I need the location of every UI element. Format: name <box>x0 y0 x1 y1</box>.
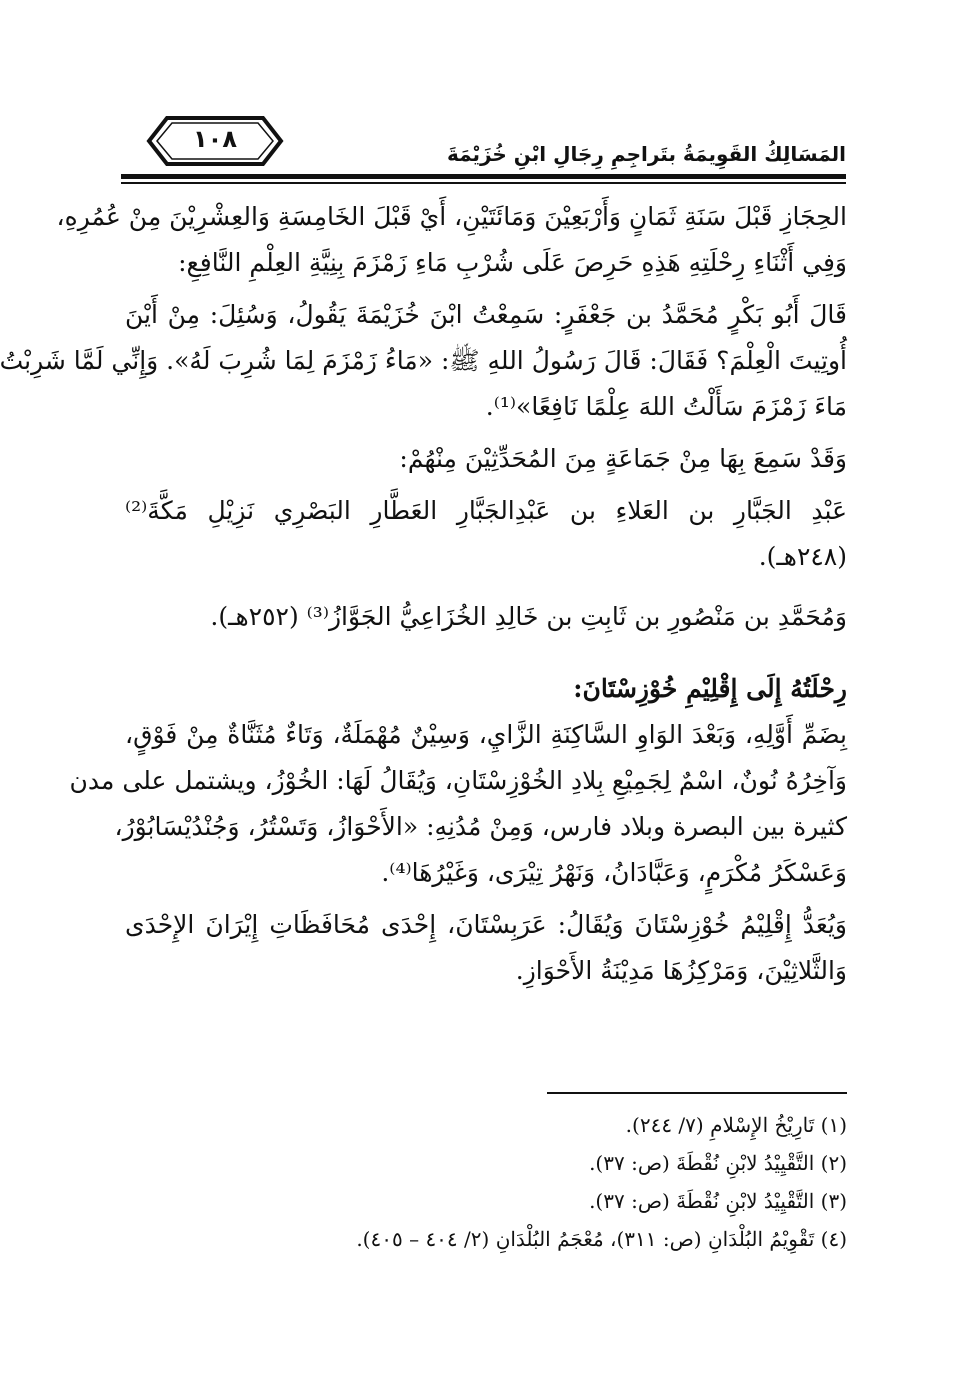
footnotes <box>125 1106 847 1258</box>
text-line: أُوتِيتَ الْعِلْمَ؟ فَقَالَ: قَالَ رَسُولُ اللهِ ﷺ: «مَاءُ زَمْزَمَ لِمَا شُرِبَ لَهُ». وَإِنِّي لَمَّا شَرِبْتُ <box>0 346 847 375</box>
text-line: وَالثَّلاثِيْنَ، وَمَرْكِزُهَا مَدِيْنَةُ الأَحْوَازِ. <box>515 956 847 985</box>
page-number-badge <box>145 112 285 170</box>
footnote-item: (٢) التَّقْيِيْدُ لابْنِ نُقْطَةَ (ص: ٣٧). <box>589 1151 847 1175</box>
main-text <box>0 194 847 994</box>
header-rule-thick <box>121 174 846 179</box>
text-line: الحِجَازِ قَبْلَ سَنَةِ ثَمَانٍ وَأَرْبَعِيْنَ وَمَائَتَيْنِ، أَيْ قَبْلَ الخَامِسَةِ وَالعِشْرِيْنَ مِنْ عُمُرِهِ، <box>56 202 847 231</box>
text-line: وَقَدْ سَمِعَ بِهَا مِنْ جَمَاعَةٍ مِنَ المُحَدِّثِيْنَ مِنْهُمْ: <box>399 444 847 473</box>
footnote-separator <box>547 1092 847 1094</box>
running-title: المَسَالِكُ القَوِيمَةُ بتَراجِمِ رِجَالِ ابْنِ خُزَيْمَةَ <box>446 142 846 166</box>
text-line: مَاءَ زَمْزَمَ سَأَلْتُ اللهَ عِلْمًا نَافِعًا»⁽¹⁾. <box>485 392 847 421</box>
text-line: وَفِي أَثْنَاءِ رِحْلَتِهِ هَذِهِ حَرِصَ عَلَى شُرْبِ مَاءِ زَمْزَمَ بِنِيَّةِ العِلْمِ النَّافِعِ: <box>178 248 847 277</box>
text-line: وَمُحَمَّدِ بن مَنْصُورِ بن ثَابِتِ بن خَالِدِ الخُزَاعِيُّ الجَوَّازُ⁽³⁾ (٢٥٢هـ). <box>210 602 847 631</box>
text-line: وَعَسْكَرُ مُكْرَمٍ، وَعَبَّادَانُ، وَنَهْرُ تِيْرَى، وَغَيْرُهَا⁽⁴⁾. <box>381 858 847 887</box>
text-line: كثيرة بين البصرة وبلاد فارس، وَمِنْ مُدُنِهِ: «الأَحْوَازُ، وَتَسْتُرُ، وَجُنْدُيْسَابُوْرُ، <box>114 812 847 841</box>
text-line: وَيُعَدُّ إِقْلِيْمُ خُوْزِسْتَانَ وَيُقَالُ: عَرَبِسْتَانَ، إِحْدَى مُحَافَظَاتِ إِيْرَانَ الإِحْدَى <box>125 910 847 939</box>
footnote-item: (١) تَارِيْخُ الإِسْلامِ (٧/ ٢٤٤). <box>625 1113 847 1137</box>
page-header <box>121 112 846 184</box>
footnote-item: (٣) التَّقْيِيْدُ لابْنِ نُقْطَةَ (ص: ٣٧). <box>589 1189 847 1213</box>
text-line: (٢٤٨هـ). <box>758 542 847 571</box>
text-line: وَآخِرُهُ نُونٌ، اسْمٌ لِجَمِيْعِ بِلادِ الخُوْزِسْتَانِ، وَيُقَالُ لَهَا: الخُوْزُ، ويشتمل على مدن <box>69 766 847 795</box>
header-rule-thin <box>121 182 846 184</box>
section-heading: رِحْلَتُهُ إِلَى إِقْلِيْمِ خُوْزِسْتَانَ: <box>573 674 847 703</box>
text-line: عَبْدِ الجَبَّارِ بن العَلاءِ بن عَبْدِالجَبَّارِ العَطَّارِ البَصْرِي نَزِيْلِ مَكَّةَ⁽²⁾ <box>125 496 847 525</box>
page-number: ١٠٨ <box>193 125 237 153</box>
text-line: بِضَمِّ أَوَّلِهِ، وَبَعْدَ الوَاوِ السَّاكِنَةِ الزَّايِ، وَسِيْنٌ مُهْمَلَةٌ، وَتَاءٌ مُثَنَّاةٌ مِنْ فَوْقٍ، <box>125 720 847 749</box>
text-line: قَالَ أَبُو بَكْرٍ مُحَمَّدُ بن جَعْفَرٍ: سَمِعْتُ ابْنَ خُزَيْمَةَ يَقُولُ، وَسُئِلَ: مِنْ أَيْنَ <box>125 300 847 329</box>
footnote-item: (٤) تَقْوِيْمُ البُلْدَانِ (ص: ٣١١)، مُعْجَمُ البُلْدَانِ (٢/ ٤٠٤ – ٤٠٥). <box>356 1227 847 1251</box>
